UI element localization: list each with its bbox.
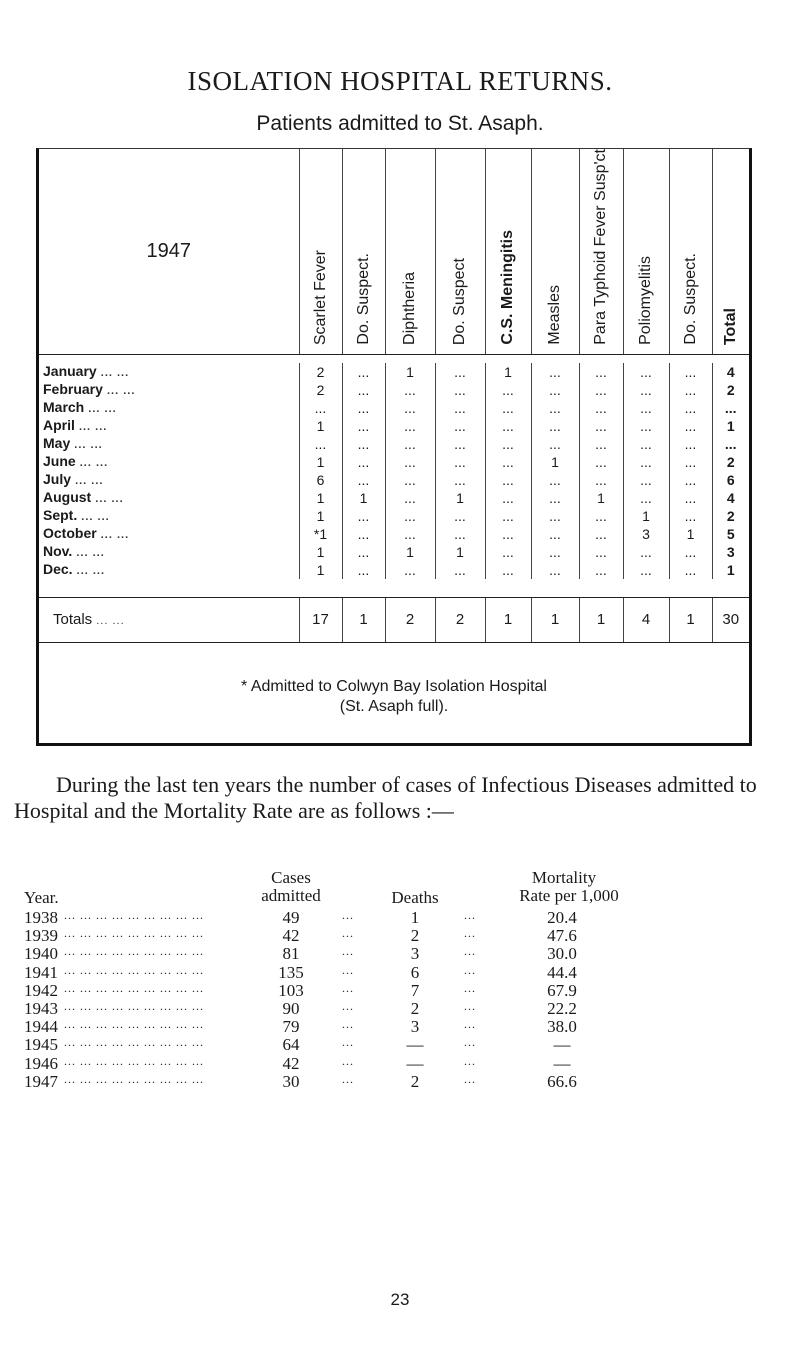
leader-dots: ... [342,944,354,959]
column-heading-text: Do. Suspect [451,257,468,345]
admissions-table-box [36,148,752,746]
totals-cell: 1 [485,597,531,642]
table-row [39,489,749,507]
mortality-year: 1943 [24,998,58,1018]
month-label: June ... ... [43,452,109,469]
table-cell: ... [669,381,712,399]
table-cell: *1 [299,525,342,543]
totals-label: Totals ... ... [39,597,299,642]
table-cell: 1 [435,489,485,507]
table-cell: ... [669,399,712,417]
mortality-row [24,1017,794,1035]
mortality-rate: 38.0 [547,1017,577,1037]
table-cell: ... [531,399,579,417]
table-cell: ... [435,435,485,453]
admissions-table [39,149,749,643]
table-cell: ... [385,471,435,489]
leader-dots: ... [464,908,476,922]
mortality-deaths: 7 [410,980,420,1000]
table-cell: 4 [712,363,749,381]
table-cell: ... [669,543,712,561]
table-cell: ... [485,417,531,435]
table-cell: ... [579,417,623,435]
month-label: May ... ... [43,434,103,451]
table-cell: 3 [712,543,749,561]
table-cell: ... [485,507,531,525]
leader-dots: ... [464,962,476,977]
mortality-year: 1941 [24,962,58,982]
column-heading [299,149,342,354]
header-cases-2: admitted [261,886,321,905]
month-label: March ... ... [43,398,117,415]
table-cell: ... [485,435,531,453]
table-cell: ... [669,471,712,489]
table-cell: ... [435,381,485,399]
table-cell: ... [669,561,712,579]
leader-dots: ... [342,980,354,995]
mortality-rate: 67.9 [547,980,577,1000]
table-cell: ... [623,417,669,435]
mortality-rate: 44.4 [547,962,577,982]
table-cell: ... [342,363,385,381]
table-row [39,453,749,471]
mortality-year: 1947 [24,1071,58,1091]
column-heading-text: Measles [546,285,563,345]
mortality-rate: 47.6 [547,926,577,946]
leader-dots: ... ... ... ... ... ... ... ... ... [64,926,204,941]
mortality-deaths: 6 [410,962,420,982]
header-cases-1: Cases [271,868,311,887]
table-cell: ... [669,453,712,471]
table-cell: ... [669,417,712,435]
mortality-header [24,868,794,908]
table-cell: ... [623,399,669,417]
table-cell: ... [299,399,342,417]
table-cell: ... [712,399,749,417]
leader-dots: ... [342,1071,354,1086]
column-heading [712,149,749,354]
mortality-year: 1939 [24,926,58,946]
mortality-row [24,944,794,962]
leader-dots: ... [342,1053,354,1068]
table-cell: ... [531,561,579,579]
month-label: January ... ... [43,362,130,379]
mortality-rows [24,908,794,1090]
table-cell: ... [385,453,435,471]
totals-cell: 1 [669,597,712,642]
leader-dots: ... ... ... ... ... ... ... ... ... [64,962,204,977]
column-heading-text: Do. Suspect. [354,253,372,345]
table-cell: 1 [712,417,749,435]
table-cell: 4 [712,489,749,507]
table-cell: ... [385,489,435,507]
leader-dots: ... [342,1017,354,1032]
table-cell: ... [485,561,531,579]
table-cell: ... [385,561,435,579]
header-rate-2: Rate per 1,000 [519,886,619,905]
table-cell: 1 [299,561,342,579]
column-heading [385,149,435,354]
mortality-cases: 90 [282,998,300,1018]
mortality-row [24,999,794,1017]
table-cell: ... [579,561,623,579]
header-deaths: Deaths [391,888,439,907]
table-cell: 1 [385,543,435,561]
table-cell: 2 [712,507,749,525]
table-cell: ... [623,561,669,579]
table-cell: ... [342,417,385,435]
totals-cell: 2 [385,597,435,642]
table-cell: ... [669,507,712,525]
table-cell: ... [669,363,712,381]
table-cell: 1 [579,489,623,507]
table-cell: ... [579,507,623,525]
table-cell: 2 [712,381,749,399]
table-cell: ... [435,363,485,381]
mortality-row [24,1054,794,1072]
table-row [39,507,749,525]
table-cell: 1 [299,489,342,507]
table-cell: ... [531,489,579,507]
mortality-deaths: 2 [410,1071,420,1091]
leader-dots: ... [464,1017,476,1032]
leader-dots: ... ... ... ... ... ... ... ... ... [64,944,204,959]
totals-cell: 1 [342,597,385,642]
mortality-deaths: — [406,1053,424,1073]
table-cell: ... [435,417,485,435]
table-row [39,525,749,543]
table-cell: ... [579,543,623,561]
table-cell: 1 [485,363,531,381]
table-cell: ... [623,471,669,489]
leader-dots: ... ... ... ... ... ... ... ... ... [64,1017,204,1032]
page-title: ISOLATION HOSPITAL RETURNS. [187,66,613,96]
table-footnote [39,677,749,717]
table-cell: ... [342,381,385,399]
column-heading-text: Total [721,307,739,345]
mortality-rate: — [553,1053,571,1073]
leader-dots: ... ... ... ... ... ... ... ... ... [64,1071,204,1086]
table-cell: ... [623,381,669,399]
mortality-cases: 42 [282,926,300,946]
mortality-cases: 30 [282,1071,300,1091]
mortality-cases: 49 [282,908,300,927]
mortality-cases: 79 [282,1017,300,1037]
table-cell: ... [435,399,485,417]
table-cell: ... [579,435,623,453]
month-label: October ... ... [43,524,130,541]
table-cell: ... [342,543,385,561]
intro-paragraph [14,772,794,824]
header-rate-1: Mortality [531,868,597,887]
table-cell: 2 [299,363,342,381]
table-row [39,363,749,381]
leader-dots: ... [464,998,476,1013]
mortality-deaths: 1 [410,908,420,927]
mortality-rate: 22.2 [547,998,577,1018]
table-cell: 2 [299,381,342,399]
table-cell: 3 [623,525,669,543]
table-cell: ... [385,417,435,435]
month-label: August ... ... [43,488,124,505]
table-cell: 1 [669,525,712,543]
table-cell: ... [485,399,531,417]
header-year: Year. [24,888,59,907]
table-year-heading: 1947 [39,149,299,354]
column-heading [485,149,531,354]
column-heading-text: Para Typhoid Fever Susp'ct [592,149,609,345]
table-cell: ... [531,435,579,453]
table-cell: ... [385,435,435,453]
table-cell: ... [485,381,531,399]
table-cell: ... [342,453,385,471]
table-cell: ... [435,471,485,489]
mortality-year: 1938 [24,908,58,927]
table-cell: 1 [299,453,342,471]
totals-cell: 4 [623,597,669,642]
table-row [39,435,749,453]
table-cell: 1 [531,453,579,471]
mortality-deaths: 2 [410,998,420,1018]
table-cell: ... [485,471,531,489]
totals-cell: 1 [579,597,623,642]
mortality-row [24,963,794,981]
mortality-cases: 135 [278,962,304,982]
table-cell: ... [531,363,579,381]
month-label: Sept. ... ... [43,506,110,523]
table-cell: ... [435,525,485,543]
totals-cell: 2 [435,597,485,642]
column-heading [579,149,623,354]
table-cell: ... [531,543,579,561]
column-heading-text: Scarlet Fever [311,249,329,345]
table-row [39,471,749,489]
mortality-row [24,926,794,944]
month-label: February ... ... [43,380,136,397]
table-cell: ... [485,489,531,507]
table-cell: ... [531,381,579,399]
table-cell: ... [623,453,669,471]
table-cell: 5 [712,525,749,543]
mortality-year: 1945 [24,1035,58,1055]
table-cell: ... [623,363,669,381]
table-cell: 1 [342,489,385,507]
mortality-rate: — [553,1035,571,1055]
table-cell: ... [385,507,435,525]
mortality-deaths: 2 [410,926,420,946]
totals-cell: 1 [531,597,579,642]
table-cell: ... [623,435,669,453]
table-cell: ... [485,525,531,543]
mortality-row [24,908,794,926]
leader-dots: ... [464,926,476,941]
table-cell: ... [385,381,435,399]
mortality-row [24,1072,794,1090]
leader-dots: ... [464,1071,476,1086]
leader-dots: ... [464,944,476,959]
leader-dots: ... [464,1053,476,1068]
table-cell: ... [579,399,623,417]
leader-dots: ... [464,1035,476,1050]
table-row [39,543,749,561]
table-cell: ... [385,525,435,543]
table-cell: 6 [299,471,342,489]
table-cell: ... [531,507,579,525]
mortality-year: 1942 [24,980,58,1000]
totals-cell: 30 [712,597,749,642]
table-cell: 6 [712,471,749,489]
table-cell: ... [531,525,579,543]
column-heading-text: Do. Suspect. [681,253,699,345]
table-row [39,399,749,417]
table-cell: ... [531,471,579,489]
totals-cell: 17 [299,597,342,642]
leader-dots: ... [342,998,354,1013]
table-cell: ... [531,417,579,435]
table-cell: 1 [299,507,342,525]
table-cell: ... [712,435,749,453]
column-heading [531,149,579,354]
table-cell: ... [485,453,531,471]
mortality-rate: 66.6 [547,1071,577,1091]
mortality-row [24,981,794,999]
table-cell: 2 [712,453,749,471]
table-cell: ... [669,489,712,507]
month-label: July ... ... [43,470,104,487]
leader-dots: ... ... ... ... ... ... ... ... ... [64,980,204,995]
table-cell: 1 [623,507,669,525]
table-cell: ... [299,435,342,453]
column-heading-text: C.S. Meningitis [499,230,516,345]
mortality-table [24,868,794,1090]
page-number: 23 [390,1290,410,1309]
column-heading [342,149,385,354]
leader-dots: ... ... ... ... ... ... ... ... ... [64,1035,204,1050]
table-cell: 1 [299,543,342,561]
mortality-cases: 81 [282,944,300,964]
mortality-cases: 103 [278,980,304,1000]
table-cell: ... [342,471,385,489]
mortality-deaths: 3 [410,1017,420,1037]
leader-dots: ... ... ... ... ... ... ... ... ... [64,1053,204,1068]
mortality-cases: 42 [282,1053,300,1073]
table-cell: ... [623,489,669,507]
table-cell: ... [342,561,385,579]
table-cell: ... [342,435,385,453]
table-row [39,561,749,579]
month-label: April ... ... [43,416,108,433]
mortality-row [24,1035,794,1053]
column-heading-text: Poliomyelitis [637,255,654,345]
table-cell: 1 [435,543,485,561]
table-cell: ... [579,381,623,399]
leader-dots: ... [342,926,354,941]
table-cell: ... [435,561,485,579]
table-cell: ... [342,525,385,543]
table-cell: ... [579,525,623,543]
leader-dots: ... [464,980,476,995]
table-cell: 1 [385,363,435,381]
table-cell: ... [579,471,623,489]
page-subtitle: Patients admitted to St. Asaph. [256,112,544,135]
mortality-year: 1946 [24,1053,58,1073]
table-cell: ... [385,399,435,417]
leader-dots: ... [342,1035,354,1050]
footnote-line-1: * Admitted to Colwyn Bay Isolation Hospital [241,678,547,695]
column-heading [435,149,485,354]
leader-dots: ... ... ... ... ... ... ... ... ... [64,998,204,1013]
totals-row [39,597,749,642]
table-cell: ... [435,453,485,471]
column-heading-text: Diphtheria [401,271,418,345]
month-label: Nov. ... ... [43,542,105,559]
table-cell: ... [485,543,531,561]
table-cell: ... [579,363,623,381]
table-cell: ... [342,399,385,417]
mortality-year: 1940 [24,944,58,964]
table-cell: ... [435,507,485,525]
month-label: Dec. ... ... [43,560,106,577]
table-cell: 1 [299,417,342,435]
mortality-deaths: 3 [410,944,420,964]
table-row [39,381,749,399]
column-heading [669,149,712,354]
column-heading [623,149,669,354]
table-cell: ... [623,543,669,561]
table-cell: ... [342,507,385,525]
footnote-line-2: (St. Asaph full). [339,698,449,715]
leader-dots: ... ... ... ... ... ... ... ... ... [64,908,204,922]
mortality-year: 1944 [24,1017,58,1037]
mortality-rate: 30.0 [547,944,577,964]
leader-dots: ... [342,962,354,977]
table-cell: 1 [712,561,749,579]
intro-paragraph-text: During the last ten years the number of cases of Infectious Diseases admitted to Hospital and the Mortality Rate are as follows :— [14,772,757,823]
leader-dots: ... [342,908,354,922]
table-row [39,417,749,435]
table-cell: ... [669,435,712,453]
mortality-deaths: — [406,1035,424,1055]
mortality-rate: 20.4 [547,908,577,927]
table-cell: ... [579,453,623,471]
mortality-cases: 64 [282,1035,300,1055]
